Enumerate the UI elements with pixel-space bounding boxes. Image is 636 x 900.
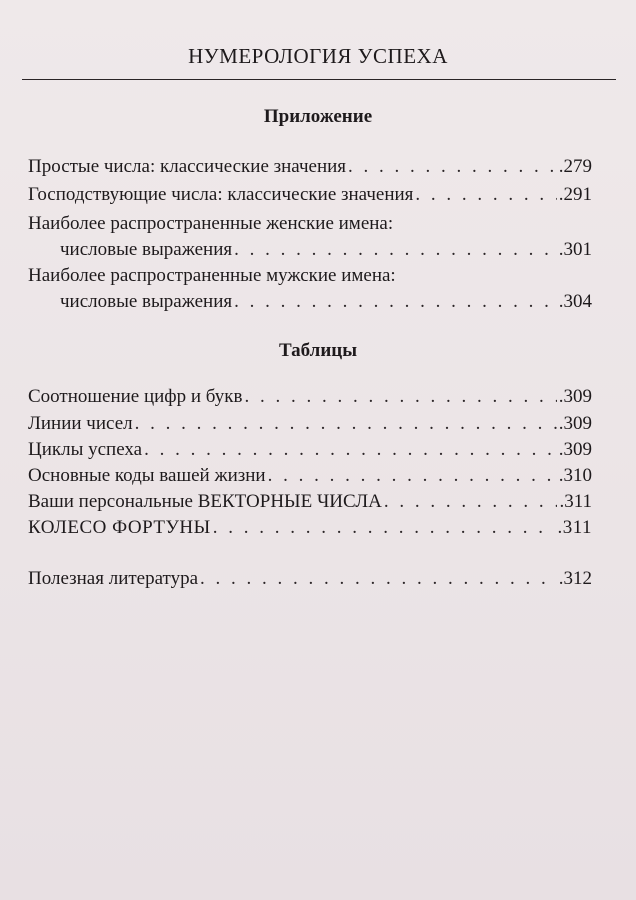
section-title-appendix: Приложение <box>263 106 373 127</box>
toc-page-number: .309 <box>558 386 592 407</box>
toc-page-number: .311 <box>557 517 592 538</box>
dot-leader <box>135 411 557 437</box>
running-head: НУМЕРОЛОГИЯ УСПЕХА <box>188 44 448 68</box>
toc-entry-master-numbers[interactable] <box>28 182 592 208</box>
header-rule <box>22 79 616 80</box>
toc-entry-life-codes[interactable] <box>28 463 592 489</box>
dot-leader <box>384 489 558 515</box>
toc-entry-number-lines[interactable] <box>28 411 592 437</box>
toc-entry-label: КОЛЕСО ФОРТУНЫ <box>28 517 211 538</box>
toc-entry-label: Полезная литература <box>28 568 199 589</box>
toc-entry-label: Основные коды вашей жизни <box>28 465 266 486</box>
toc-entry-label: Простые числа: классические значения <box>28 156 347 177</box>
toc-page-number: .311 <box>559 491 592 512</box>
dot-leader <box>268 463 557 489</box>
dot-leader <box>348 154 557 180</box>
toc-page-number: .304 <box>558 291 592 312</box>
dot-leader <box>244 384 556 410</box>
toc-entry-vector-numbers[interactable] <box>28 489 592 515</box>
dot-leader <box>144 437 557 463</box>
toc-entry-continuation: числовые выражения <box>60 239 233 260</box>
dot-leader <box>234 237 557 263</box>
section-title-tables: Таблицы <box>278 340 358 361</box>
toc-entry-label: Циклы успеха <box>28 439 143 460</box>
toc-entry-success-cycles[interactable] <box>28 437 592 463</box>
dot-leader <box>415 182 556 208</box>
toc-entry-label: Соотношение цифр и букв <box>28 386 243 407</box>
dot-leader <box>213 515 556 541</box>
toc-page-number: .291 <box>558 184 592 205</box>
toc-entry-bibliography[interactable] <box>28 566 592 592</box>
toc-page-number: .312 <box>558 568 592 589</box>
toc-entry-female-names[interactable] <box>28 211 592 263</box>
toc-page-number: .309 <box>558 439 592 460</box>
toc-entry-digits-letters[interactable] <box>28 384 592 410</box>
toc-page-number: .301 <box>558 239 592 260</box>
dot-leader <box>200 566 557 592</box>
toc-entry-male-names[interactable] <box>28 263 592 315</box>
toc-entry-prime-numbers[interactable] <box>28 154 592 180</box>
toc-entry-label: Господствующие числа: классические значения <box>28 184 414 205</box>
toc-page-number: .310 <box>558 465 592 486</box>
toc-entry-wheel-of-fortune[interactable] <box>28 515 592 541</box>
toc-entry-label: Наиболее распространенные мужские имена: <box>28 265 396 286</box>
toc-page-number: .279 <box>558 156 592 177</box>
toc-entry-continuation: числовые выражения <box>60 291 233 312</box>
toc-entry-label: Ваши персональные ВЕКТОРНЫЕ ЧИСЛА <box>28 491 382 512</box>
toc-entry-label: Линии чисел <box>28 413 133 434</box>
toc-entry-label: Наиболее распространенные женские имена: <box>28 213 394 234</box>
dot-leader <box>234 289 557 315</box>
toc-page-number: .309 <box>558 413 592 434</box>
